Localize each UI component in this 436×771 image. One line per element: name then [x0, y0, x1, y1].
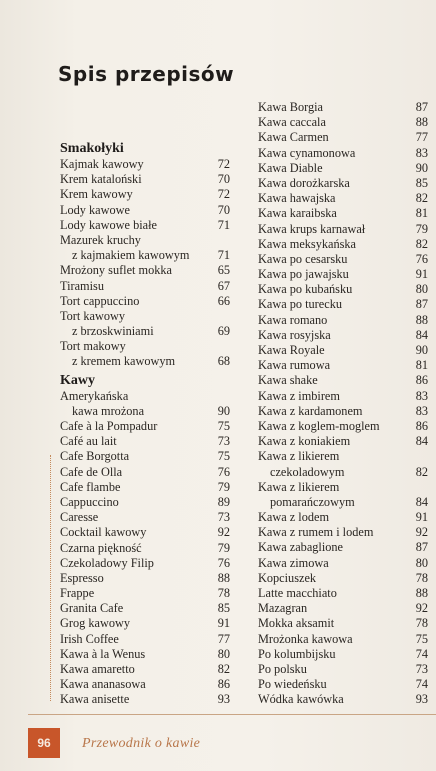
- entry-page-number: 88: [415, 312, 428, 327]
- entry-page-number: 73: [415, 661, 428, 676]
- entry-page-number: 78: [217, 586, 230, 601]
- entry-name: Kawa ananasowa: [60, 677, 146, 692]
- entry-page-number: 78: [415, 616, 428, 631]
- entry-name: Mazagran: [258, 601, 308, 616]
- index-entry: [258, 662, 428, 677]
- index-entry: [258, 586, 428, 601]
- entry-name: Wódka kawówka: [258, 692, 344, 707]
- index-entry: [258, 510, 428, 525]
- entry-page-number: 66: [217, 293, 230, 308]
- index-right-column: [258, 100, 428, 708]
- index-entry: [258, 297, 428, 312]
- entry-page-number: [206, 389, 230, 404]
- entry-name: Krem kataloński: [60, 172, 142, 187]
- index-entry: [60, 662, 230, 677]
- index-entry: [60, 571, 230, 586]
- entry-name: Kopciuszek: [258, 570, 317, 585]
- index-entry: [258, 404, 428, 419]
- index-entry: [258, 571, 428, 586]
- index-entry: [60, 601, 230, 616]
- index-entry: [60, 510, 230, 525]
- entry-name: Kawa anisette: [60, 692, 130, 707]
- entry-name: Kawa zabaglione: [258, 540, 344, 555]
- index-entry: [60, 677, 230, 692]
- entry-name: Kawa z kardamonem: [258, 403, 363, 418]
- entry-page-number: 77: [217, 631, 230, 646]
- index-entry: [60, 541, 230, 556]
- entry-name: Cafe à la Pompadur: [60, 419, 158, 433]
- entry-page-number: 76: [415, 251, 428, 266]
- index-entry: [258, 647, 428, 662]
- entry-name: Mrożony suflet mokka: [60, 263, 173, 278]
- index-entry: [258, 191, 428, 206]
- entry-page-number: 90: [415, 343, 428, 357]
- index-entry: [258, 100, 428, 115]
- index-entry: [60, 218, 230, 233]
- index-entry: [60, 692, 230, 707]
- index-entry: [258, 692, 428, 707]
- index-entry: [60, 404, 230, 419]
- entry-page-number: 69: [217, 324, 230, 339]
- index-entry: [258, 495, 428, 510]
- index-entry: [258, 556, 428, 571]
- index-entry: [60, 279, 230, 294]
- index-entry: [258, 616, 428, 631]
- entry-page-number: 73: [217, 510, 230, 525]
- entry-name: Czarna piękność: [60, 540, 142, 555]
- entry-page-number: 93: [415, 692, 428, 707]
- entry-name: Tort kawowy: [60, 308, 126, 323]
- entry-name: Kawa z koniakiem: [258, 434, 351, 449]
- index-entry: [60, 419, 230, 434]
- entry-page-number: 92: [217, 525, 230, 540]
- entry-name: Mokka aksamit: [258, 616, 335, 631]
- index-entry: [60, 233, 230, 248]
- index-entry: [258, 449, 428, 464]
- entry-name: Amerykańska: [60, 388, 129, 403]
- entry-page-number: 75: [415, 631, 428, 646]
- entry-name: Kawa z lodem: [258, 510, 330, 525]
- index-entry: [60, 157, 230, 172]
- index-entry: [258, 480, 428, 495]
- section-heading: Kawy: [60, 372, 95, 388]
- entry-name: Tort cappuccino: [60, 293, 140, 308]
- entry-page-number: 70: [217, 202, 230, 217]
- index-entry: [60, 248, 230, 263]
- entry-page-number: 77: [415, 130, 428, 145]
- entry-name: Kawa po turecku: [258, 297, 342, 312]
- index-entry: [60, 480, 230, 495]
- index-entry: [258, 313, 428, 328]
- entry-name: Lody kawowe białe: [60, 217, 157, 232]
- entry-name: czekoladowym: [270, 464, 345, 479]
- index-entry: [258, 434, 428, 449]
- entry-page-number: 83: [415, 388, 428, 403]
- entry-page-number: 67: [217, 278, 230, 293]
- entry-name: Kawa Royale: [258, 343, 325, 357]
- entry-page-number: 87: [415, 100, 428, 114]
- entry-page-number: 82: [415, 464, 428, 479]
- index-entry: [258, 161, 428, 176]
- entry-page-number: 84: [415, 434, 428, 449]
- entry-page-number: 82: [415, 236, 428, 251]
- index-entry: [258, 130, 428, 145]
- entry-page-number: 71: [217, 248, 230, 263]
- entry-name: Granita Cafe: [60, 601, 124, 616]
- entry-page-number: 90: [217, 403, 230, 418]
- entry-page-number: 91: [217, 616, 230, 631]
- index-entry: [60, 339, 230, 354]
- index-entry: [60, 586, 230, 601]
- index-entry: [258, 632, 428, 647]
- entry-name: Cafe Borgotta: [60, 449, 130, 464]
- entry-name: Café au lait: [60, 434, 117, 449]
- entry-name: z kajmakiem kawowym: [72, 248, 190, 263]
- page-title: Spis przepisów: [58, 62, 235, 86]
- index-entry: [60, 434, 230, 449]
- index-entry: [258, 540, 428, 555]
- entry-name: Po kolumbijsku: [258, 646, 336, 661]
- index-entry: [60, 389, 230, 404]
- entry-page-number: [404, 449, 428, 464]
- index-entry: [258, 677, 428, 692]
- entry-name: Lody kawowe: [60, 202, 131, 217]
- entry-name: Cocktail kawowy: [60, 525, 147, 540]
- entry-name: Kawa shake: [258, 373, 318, 388]
- index-entry: [258, 328, 428, 343]
- entry-name: Kawa à la Wenus: [60, 646, 146, 661]
- index-entry: [258, 206, 428, 221]
- entry-page-number: 85: [217, 601, 230, 616]
- index-entry: [60, 616, 230, 631]
- entry-page-number: 84: [415, 327, 428, 342]
- index-entry: [258, 237, 428, 252]
- index-entry: [60, 324, 230, 339]
- index-entry: [60, 309, 230, 324]
- entry-name: Kawa Borgia: [258, 100, 323, 114]
- entry-page-number: [206, 309, 230, 324]
- index-entry: [60, 556, 230, 571]
- entry-page-number: 85: [415, 175, 428, 190]
- entry-page-number: 92: [415, 601, 428, 616]
- entry-page-number: 75: [217, 419, 230, 433]
- entry-page-number: 82: [217, 662, 230, 676]
- entry-page-number: 75: [217, 449, 230, 464]
- entry-page-number: 89: [217, 494, 230, 509]
- entry-name: Kawa z koglem-moglem: [258, 418, 380, 433]
- entry-page-number: 71: [217, 217, 230, 232]
- index-entry: [60, 203, 230, 218]
- index-entry: [60, 187, 230, 202]
- index-entry: [60, 525, 230, 540]
- entry-name: Kawa caccala: [258, 115, 326, 130]
- entry-page-number: 74: [415, 677, 428, 692]
- entry-name: Kawa Carmen: [258, 130, 329, 145]
- entry-name: Kajmak kawowy: [60, 157, 144, 171]
- entry-name: Cafe flambe: [60, 479, 121, 494]
- margin-dotted-rule: [50, 455, 52, 701]
- index-entry: [60, 495, 230, 510]
- index-entry: [258, 343, 428, 358]
- page-number: 96: [28, 728, 60, 758]
- entry-name: Kawa Diable: [258, 160, 323, 175]
- entry-name: Frappe: [60, 586, 95, 601]
- index-entry: [60, 632, 230, 647]
- entry-page-number: 70: [217, 172, 230, 187]
- entry-name: Krem kawowy: [60, 187, 133, 202]
- entry-name: Espresso: [60, 570, 104, 585]
- entry-name: Kawa z rumem i lodem: [258, 525, 374, 540]
- index-entry: [60, 263, 230, 278]
- entry-page-number: 72: [217, 187, 230, 202]
- entry-page-number: 88: [217, 570, 230, 585]
- entry-name: Czekoladowy Filip: [60, 555, 154, 570]
- index-entry: [60, 647, 230, 662]
- index-entry: [258, 373, 428, 388]
- entry-page-number: 78: [415, 570, 428, 585]
- entry-name: Mrożonka kawowa: [258, 631, 353, 646]
- entry-name: Kawa z likierem: [258, 449, 340, 464]
- entry-name: Kawa po kubańsku: [258, 282, 353, 297]
- entry-name: Kawa po jawajsku: [258, 267, 349, 282]
- entry-name: Kawa po cesarsku: [258, 251, 348, 266]
- entry-page-number: 80: [217, 646, 230, 661]
- footer-rule: [28, 714, 436, 715]
- entry-name: Kawa karaibska: [258, 206, 337, 221]
- index-entry: [258, 176, 428, 191]
- entry-page-number: 74: [415, 646, 428, 661]
- index-entry: [258, 465, 428, 480]
- entry-name: Kawa z imbirem: [258, 388, 340, 403]
- index-entry: [258, 389, 428, 404]
- entry-name: Kawa krups karnawał: [258, 221, 366, 236]
- index-entry: [258, 419, 428, 434]
- entry-page-number: 73: [217, 434, 230, 449]
- entry-page-number: 87: [415, 297, 428, 312]
- entry-page-number: 92: [415, 525, 428, 540]
- index-entry: [60, 465, 230, 480]
- entry-name: pomarańczowym: [270, 494, 355, 509]
- entry-page-number: 84: [415, 494, 428, 509]
- entry-name: Latte macchiato: [258, 586, 337, 600]
- index-left-column: [60, 140, 230, 708]
- entry-page-number: [404, 480, 428, 495]
- entry-name: Grog kawowy: [60, 616, 131, 631]
- entry-page-number: 87: [415, 540, 428, 555]
- entry-page-number: 83: [415, 403, 428, 418]
- entry-name: Tiramisu: [60, 278, 104, 293]
- entry-page-number: 76: [217, 555, 230, 570]
- entry-name: Caresse: [60, 510, 99, 525]
- entry-page-number: 81: [415, 358, 428, 373]
- index-entry: [258, 146, 428, 161]
- entry-name: Po polsku: [258, 661, 307, 676]
- index-entry: [258, 525, 428, 540]
- entry-name: Kawa zimowa: [258, 555, 329, 570]
- entry-name: Kawa rumowa: [258, 358, 331, 373]
- entry-name: Po wiedeńsku: [258, 677, 327, 692]
- index-entry: [258, 115, 428, 130]
- entry-page-number: 86: [415, 418, 428, 433]
- entry-page-number: 80: [415, 282, 428, 297]
- entry-name: Cappuccino: [60, 494, 119, 509]
- entry-page-number: 83: [415, 145, 428, 160]
- index-entry: [60, 294, 230, 309]
- index-entry: [258, 282, 428, 297]
- entry-name: z kremem kawowym: [72, 354, 176, 369]
- entry-page-number: 91: [415, 510, 428, 525]
- entry-name: Cafe de Olla: [60, 464, 123, 479]
- index-entry: [258, 601, 428, 616]
- index-entry: [258, 252, 428, 267]
- entry-page-number: [206, 233, 230, 248]
- entry-page-number: 65: [217, 263, 230, 278]
- entry-name: Kawa dorożkarska: [258, 175, 350, 190]
- entry-name: Tort makowy: [60, 339, 126, 354]
- entry-name: Kawa rosyjska: [258, 327, 331, 342]
- index-entry: [258, 222, 428, 237]
- index-entry: [258, 267, 428, 282]
- index-entry: [60, 172, 230, 187]
- entry-name: Kawa hawajska: [258, 191, 336, 206]
- entry-page-number: 79: [217, 479, 230, 494]
- entry-page-number: 81: [415, 206, 428, 221]
- entry-page-number: 88: [415, 115, 428, 130]
- entry-page-number: 91: [415, 267, 428, 282]
- entry-name: Kawa cynamonowa: [258, 145, 356, 160]
- index-entry: [60, 449, 230, 464]
- entry-page-number: 86: [415, 373, 428, 388]
- entry-page-number: 86: [217, 677, 230, 692]
- entry-page-number: 80: [415, 555, 428, 570]
- index-entry: [258, 358, 428, 373]
- entry-page-number: 79: [415, 221, 428, 236]
- entry-name: kawa mrożona: [72, 403, 145, 418]
- index-entry: [60, 354, 230, 369]
- entry-name: Mazurek kruchy: [60, 232, 141, 247]
- entry-name: Kawa meksykańska: [258, 236, 357, 251]
- entry-page-number: 76: [217, 464, 230, 479]
- entry-page-number: 72: [217, 157, 230, 171]
- entry-name: Kawa romano: [258, 312, 328, 327]
- entry-page-number: 68: [217, 354, 230, 369]
- running-title: Przewodnik o kawie: [82, 736, 201, 751]
- entry-page-number: 90: [415, 160, 428, 175]
- section-heading: Smakołyki: [60, 141, 124, 156]
- entry-name: Irish Coffee: [60, 631, 119, 646]
- entry-name: Kawa z likierem: [258, 479, 340, 494]
- entry-page-number: 82: [415, 191, 428, 206]
- entry-name: z brzoskwiniami: [72, 324, 154, 339]
- entry-name: Kawa amaretto: [60, 662, 135, 676]
- entry-page-number: [206, 339, 230, 354]
- entry-page-number: 88: [415, 586, 428, 600]
- entry-page-number: 93: [217, 692, 230, 707]
- entry-page-number: 79: [217, 540, 230, 555]
